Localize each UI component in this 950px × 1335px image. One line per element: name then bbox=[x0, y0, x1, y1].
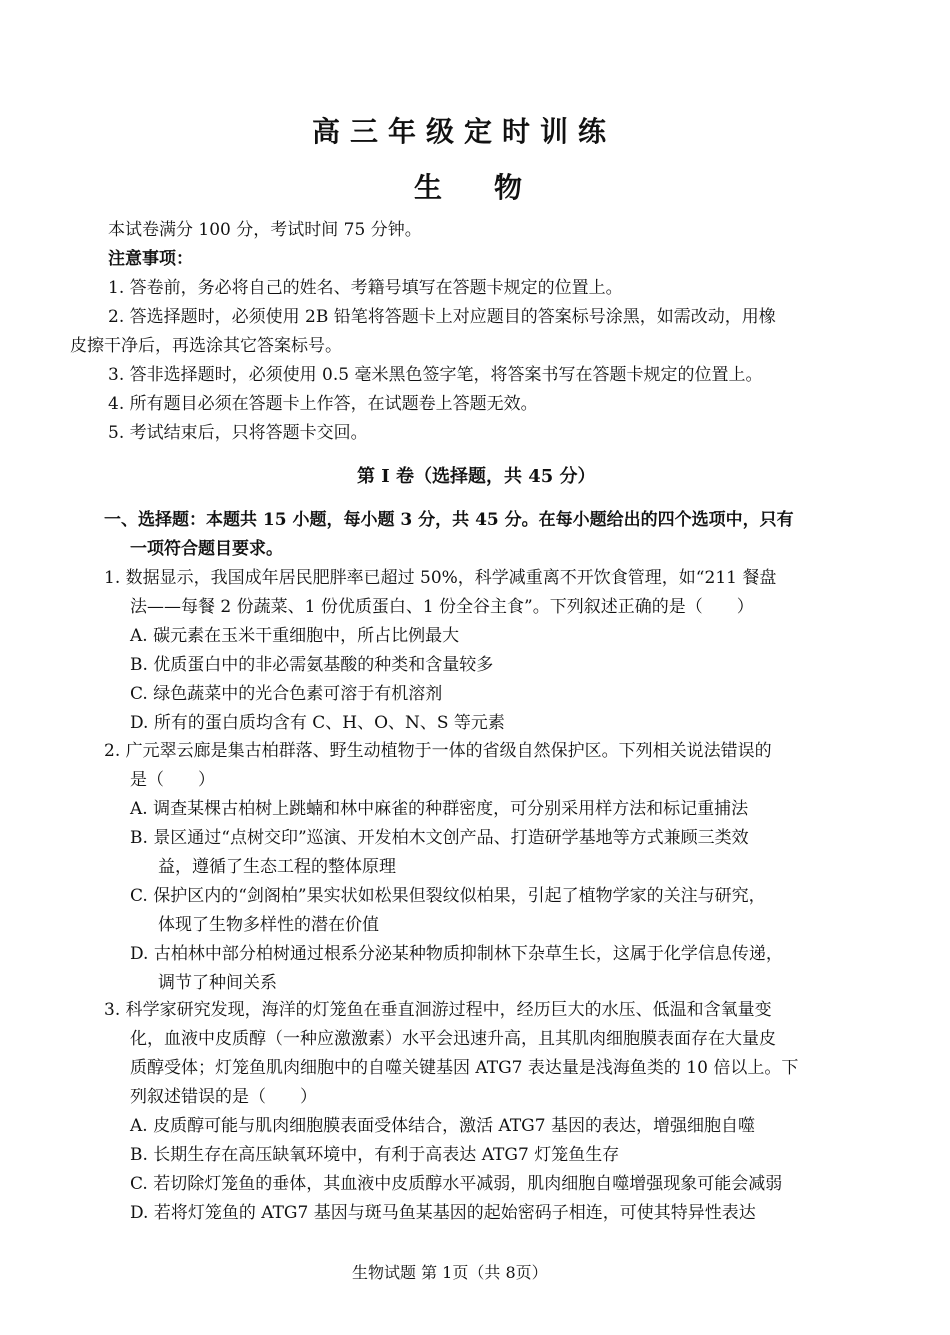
note-item: 3. 答非选择题时，必须使用 0.5 毫米黑色签字笔，将答案书写在答题卡规定的位置上。 bbox=[108, 365, 763, 385]
question-stem-continued: 列叙述错误的是（ ） bbox=[130, 1087, 317, 1107]
option-b: B. 长期生存在高压缺氧环境中，有利于高表达 ATG7 灯笼鱼生存 bbox=[130, 1145, 620, 1165]
question-stem: 1. 数据显示，我国成年居民肥胖率已超过 50%，科学减重离不开饮食管理，如“211 餐盘 bbox=[104, 568, 777, 588]
note-item: 2. 答选择题时，必须使用 2B 铅笔将答题卡上对应题目的答案标号涂黑，如需改动，用橡 bbox=[108, 307, 776, 327]
page-footer: 生物试题 第 1页（共 8页） bbox=[352, 1263, 548, 1282]
note-item: 4. 所有题目必须在答题卡上作答，在试题卷上答题无效。 bbox=[108, 394, 538, 414]
option-a: A. 碳元素在玉米干重细胞中，所占比例最大 bbox=[130, 626, 460, 646]
question-stem-continued: 化，血液中皮质醇（一种应激激素）水平会迅速升高，且其肌肉细胞膜表面存在大量皮 bbox=[130, 1029, 776, 1049]
option-b-continued: 益，遵循了生态工程的整体原理 bbox=[158, 857, 396, 877]
option-d: D. 古柏林中部分柏树通过根系分泌某种物质抑制林下杂草生长，这属于化学信息传递， bbox=[130, 944, 783, 964]
option-c: C. 保护区内的“剑阁柏”果实状如松果但裂纹似柏果，引起了植物学家的关注与研究， bbox=[130, 886, 766, 906]
question-stem-continued: 是（ ） bbox=[130, 770, 215, 790]
question-stem-continued: 法——每餐 2 份蔬菜、1 份优质蛋白、1 份全谷主食”。下列叙述正确的是（ ） bbox=[130, 597, 754, 617]
section-title: 第 I 卷（选择题，共 45 分） bbox=[357, 466, 596, 487]
exam-intro: 本试卷满分 100 分，考试时间 75 分钟。 bbox=[108, 220, 422, 240]
option-c: C. 若切除灯笼鱼的垂体，其血液中皮质醇水平减弱，肌肉细胞自噬增强现象可能会减弱 bbox=[130, 1174, 783, 1194]
option-b: B. 优质蛋白中的非必需氨基酸的种类和含量较多 bbox=[130, 655, 494, 675]
section-instruction: 一、选择题：本题共 15 小题，每小题 3 分，共 45 分。在每小题给出的四个选项中，只有 bbox=[104, 510, 794, 530]
option-a: A. 皮质醇可能与肌肉细胞膜表面受体结合，激活 ATG7 基因的表达，增强细胞自噬 bbox=[130, 1116, 755, 1136]
question-stem: 3. 科学家研究发现，海洋的灯笼鱼在垂直洄游过程中，经历巨大的水压、低温和含氧量变 bbox=[104, 1000, 772, 1020]
section-instruction-continued: 一项符合题目要求。 bbox=[130, 539, 283, 559]
subject-title: 生物 bbox=[414, 171, 575, 204]
note-item-continued: 皮擦干净后，再选涂其它答案标号。 bbox=[70, 336, 342, 356]
note-item: 5. 考试结束后，只将答题卡交回。 bbox=[108, 423, 368, 443]
option-b: B. 景区通过“点树交印”巡演、开发柏木文创产品、打造研学基地等方式兼顾三类效 bbox=[130, 828, 749, 848]
question-stem: 2. 广元翠云廊是集古柏群落、野生动植物于一体的省级自然保护区。下列相关说法错误的 bbox=[104, 741, 772, 761]
option-a: A. 调查某棵古柏树上跳蝻和林中麻雀的种群密度，可分别采用样方法和标记重捕法 bbox=[130, 799, 749, 819]
question-stem-continued: 质醇受体；灯笼鱼肌肉细胞中的自噬关键基因 ATG7 表达量是浅海鱼类的 10 倍以上。下 bbox=[130, 1058, 799, 1078]
option-d: D. 所有的蛋白质均含有 C、H、O、N、S 等元素 bbox=[130, 713, 505, 733]
option-c-continued: 体现了生物多样性的潜在价值 bbox=[158, 915, 379, 935]
notes-heading: 注意事项： bbox=[108, 249, 193, 269]
option-d-continued: 调节了种间关系 bbox=[158, 973, 277, 993]
note-item: 1. 答卷前，务必将自己的姓名、考籍号填写在答题卡规定的位置上。 bbox=[108, 278, 623, 298]
exam-title: 高三年级定时训练 bbox=[312, 115, 617, 148]
option-d: D. 若将灯笼鱼的 ATG7 基因与斑马鱼某基因的起始密码子相连，可使其特异性表达 bbox=[130, 1203, 756, 1223]
option-c: C. 绿色蔬菜中的光合色素可溶于有机溶剂 bbox=[130, 684, 443, 704]
